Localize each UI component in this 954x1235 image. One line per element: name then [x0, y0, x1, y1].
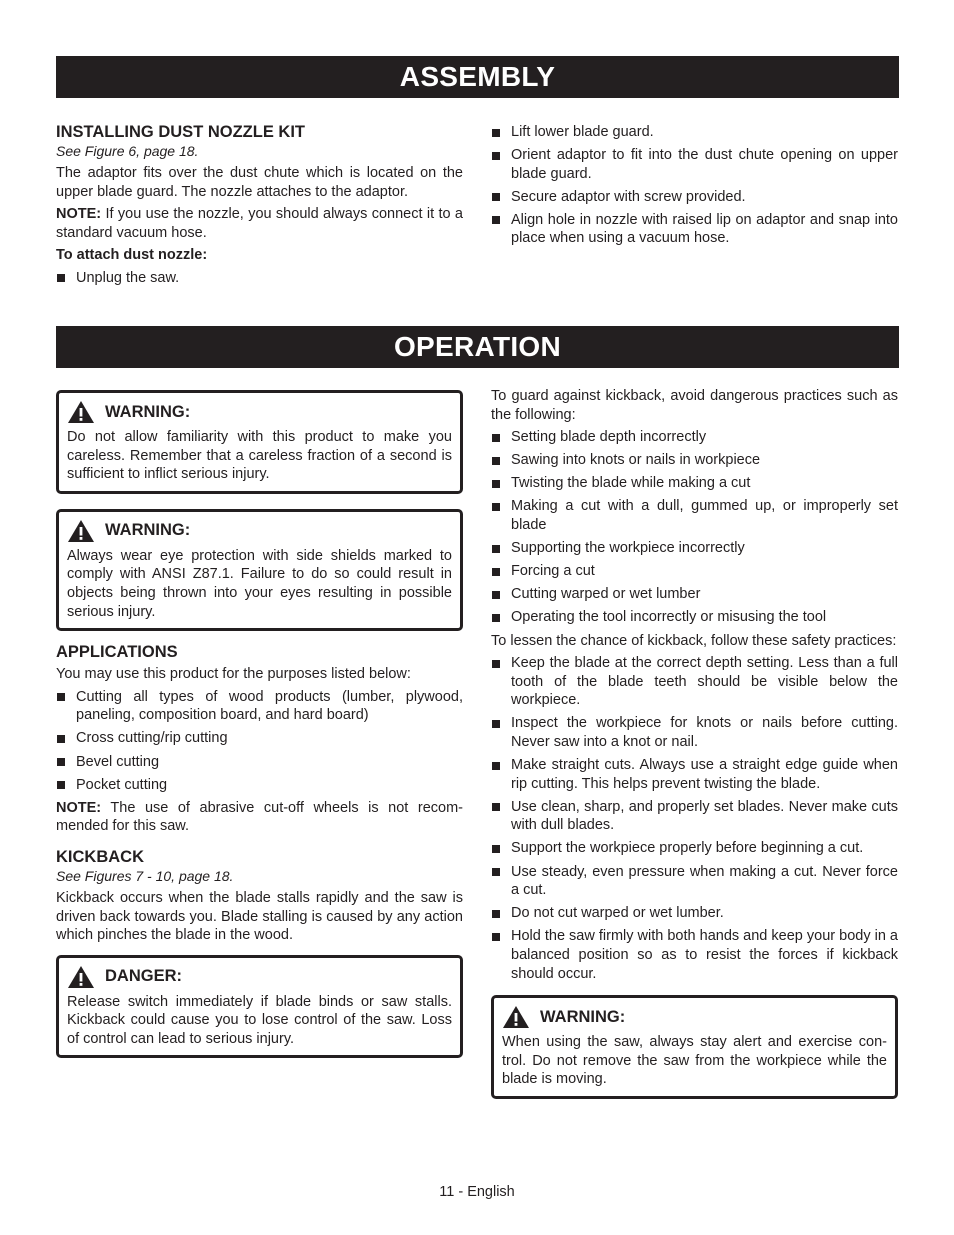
list-item: Hold the saw firmly with both hands and keep your body in a balanced position so as to resist the forces if kickback should occur. [491, 927, 898, 983]
warning-text: When using the saw, always stay alert and exercise con-trol. Do not remove the saw from the workpiece while the blade is moving. [502, 1034, 887, 1088]
list-item: Secure adaptor with screw provided. [491, 188, 898, 207]
list-item: Making a cut with a dull, gummed up, or improperly set blade [491, 497, 898, 534]
lessen-intro: To lessen the chance of kickback, follow these safety practices: [491, 632, 897, 649]
dust-nozzle-note [56, 205, 463, 242]
safety-practices-list [491, 654, 898, 983]
applications-list [56, 688, 463, 794]
attach-nozzle-subheading: To attach dust nozzle: [56, 247, 208, 264]
danger-text: Release switch immediately if blade binds or saw stalls. Kickback could cause you to lose control of the saw. Loss of control can lead to serious injury. [67, 993, 452, 1047]
list-item: Make straight cuts. Always use a straight edge guide when rip cutting. This helps prevent twisting the blade. [491, 756, 898, 793]
note-text: If you use the nozzle, you should always connect it to a standard vacuum hose. [56, 206, 463, 241]
kickback-figure-ref: See Figures 7 - 10, page 18. [56, 867, 234, 884]
list-item: Orient adaptor to fit into the dust chute opening on upper blade guard. [491, 146, 898, 183]
warning-title: WARNING: [105, 402, 191, 421]
applications-note [56, 799, 463, 836]
assembly-banner: ASSEMBLY [56, 56, 899, 98]
list-item: Use steady, even pressure when making a cut. Never force a cut. [491, 863, 898, 900]
list-item: Use clean, sharp, and properly set blades. Never make cuts with dull blades. [491, 798, 898, 835]
danger-box [56, 955, 463, 1059]
warning-box-stay-alert [491, 995, 898, 1099]
list-item: Keep the blade at the correct depth setting. Less than a full tooth of the blade teeth should be visible below the workpiece. [491, 654, 898, 710]
list-item: Bevel cutting [56, 753, 463, 772]
warning-title: WARNING: [540, 1007, 626, 1026]
list-item: Align hole in nozzle with raised lip on adaptor and snap into place when using a vacuum hose. [491, 211, 898, 248]
dangerous-practices-list [491, 428, 898, 627]
dust-nozzle-figure-ref: See Figure 6, page 18. [56, 143, 199, 159]
warning-triangle-icon [67, 400, 95, 424]
list-item: Do not cut warped or wet lumber. [491, 904, 898, 923]
list-item: Unplug the saw. [56, 269, 463, 288]
warning-triangle-icon [502, 1005, 530, 1029]
attach-steps-list-left [56, 269, 463, 288]
list-item: Sawing into knots or nails in workpiece [491, 451, 898, 470]
list-item: Cutting all types of wood products (lumber, plywood, paneling, composition board, and hard board) [56, 688, 463, 725]
list-item: Pocket cutting [56, 776, 463, 795]
dust-nozzle-heading: INSTALLING DUST NOZZLE KIT [56, 123, 306, 141]
kickback-heading: KICKBACK [56, 847, 144, 866]
warning-text: Always wear eye protection with side shields marked to comply with ANSI Z87.1. Failure to do so could result in objects being thrown into your eyes resulting in possible serious injury. [67, 547, 452, 620]
warning-title: WARNING: [105, 521, 191, 540]
danger-title: DANGER: [105, 967, 182, 986]
list-item: Operating the tool incorrectly or misusing the tool [491, 608, 898, 627]
page-footer: 11 - English [439, 1184, 515, 1200]
list-item: Twisting the blade while making a cut [491, 474, 898, 493]
applications-intro: You may use this product for the purposes listed below: [56, 666, 411, 683]
list-item: Lift lower blade guard. [491, 123, 898, 142]
warning-triangle-icon [67, 965, 95, 989]
operation-right-column [491, 387, 898, 1099]
operation-left-column [56, 390, 463, 1058]
list-item: Forcing a cut [491, 562, 898, 581]
warning-box-eye-protection [56, 509, 463, 631]
assembly-right-column [491, 123, 898, 253]
assembly-left-column [56, 123, 463, 292]
note-label: NOTE: [56, 206, 102, 223]
dust-nozzle-paragraph: The adaptor fits over the dust chute which is located on the upper blade guard. The nozzle attaches to the adaptor. [56, 165, 463, 200]
guard-intro: To guard against kickback, avoid dangerous practices such as the following: [491, 388, 898, 423]
list-item: Support the workpiece properly before beginning a cut. [491, 839, 898, 858]
kickback-paragraph: Kickback occurs when the blade stalls rapidly and the saw is driven back towards you. Blade stalling is caused by any action which pinches the blade in the wood. [56, 889, 463, 944]
warning-text: Do not allow familiarity with this product to make you careless. Remember that a careless fraction of a second is sufficient to inflict serious injury. [67, 429, 452, 483]
list-item: Setting blade depth incorrectly [491, 428, 898, 447]
applications-heading: APPLICATIONS [56, 643, 178, 662]
note-label: NOTE: [56, 799, 102, 816]
list-item: Inspect the workpiece for knots or nails before cutting. Never saw into a knot or nail. [491, 714, 898, 751]
note-text: The use of abrasive cut-off wheels is not recom-mended for this saw. [56, 799, 463, 835]
attach-steps-list-right [491, 123, 898, 248]
operation-banner: OPERATION [56, 326, 899, 368]
warning-triangle-icon [67, 519, 95, 543]
warning-box-familiarity [56, 390, 463, 494]
list-item: Cross cutting/rip cutting [56, 729, 463, 748]
list-item: Cutting warped or wet lumber [491, 585, 898, 604]
list-item: Supporting the workpiece incorrectly [491, 539, 898, 558]
